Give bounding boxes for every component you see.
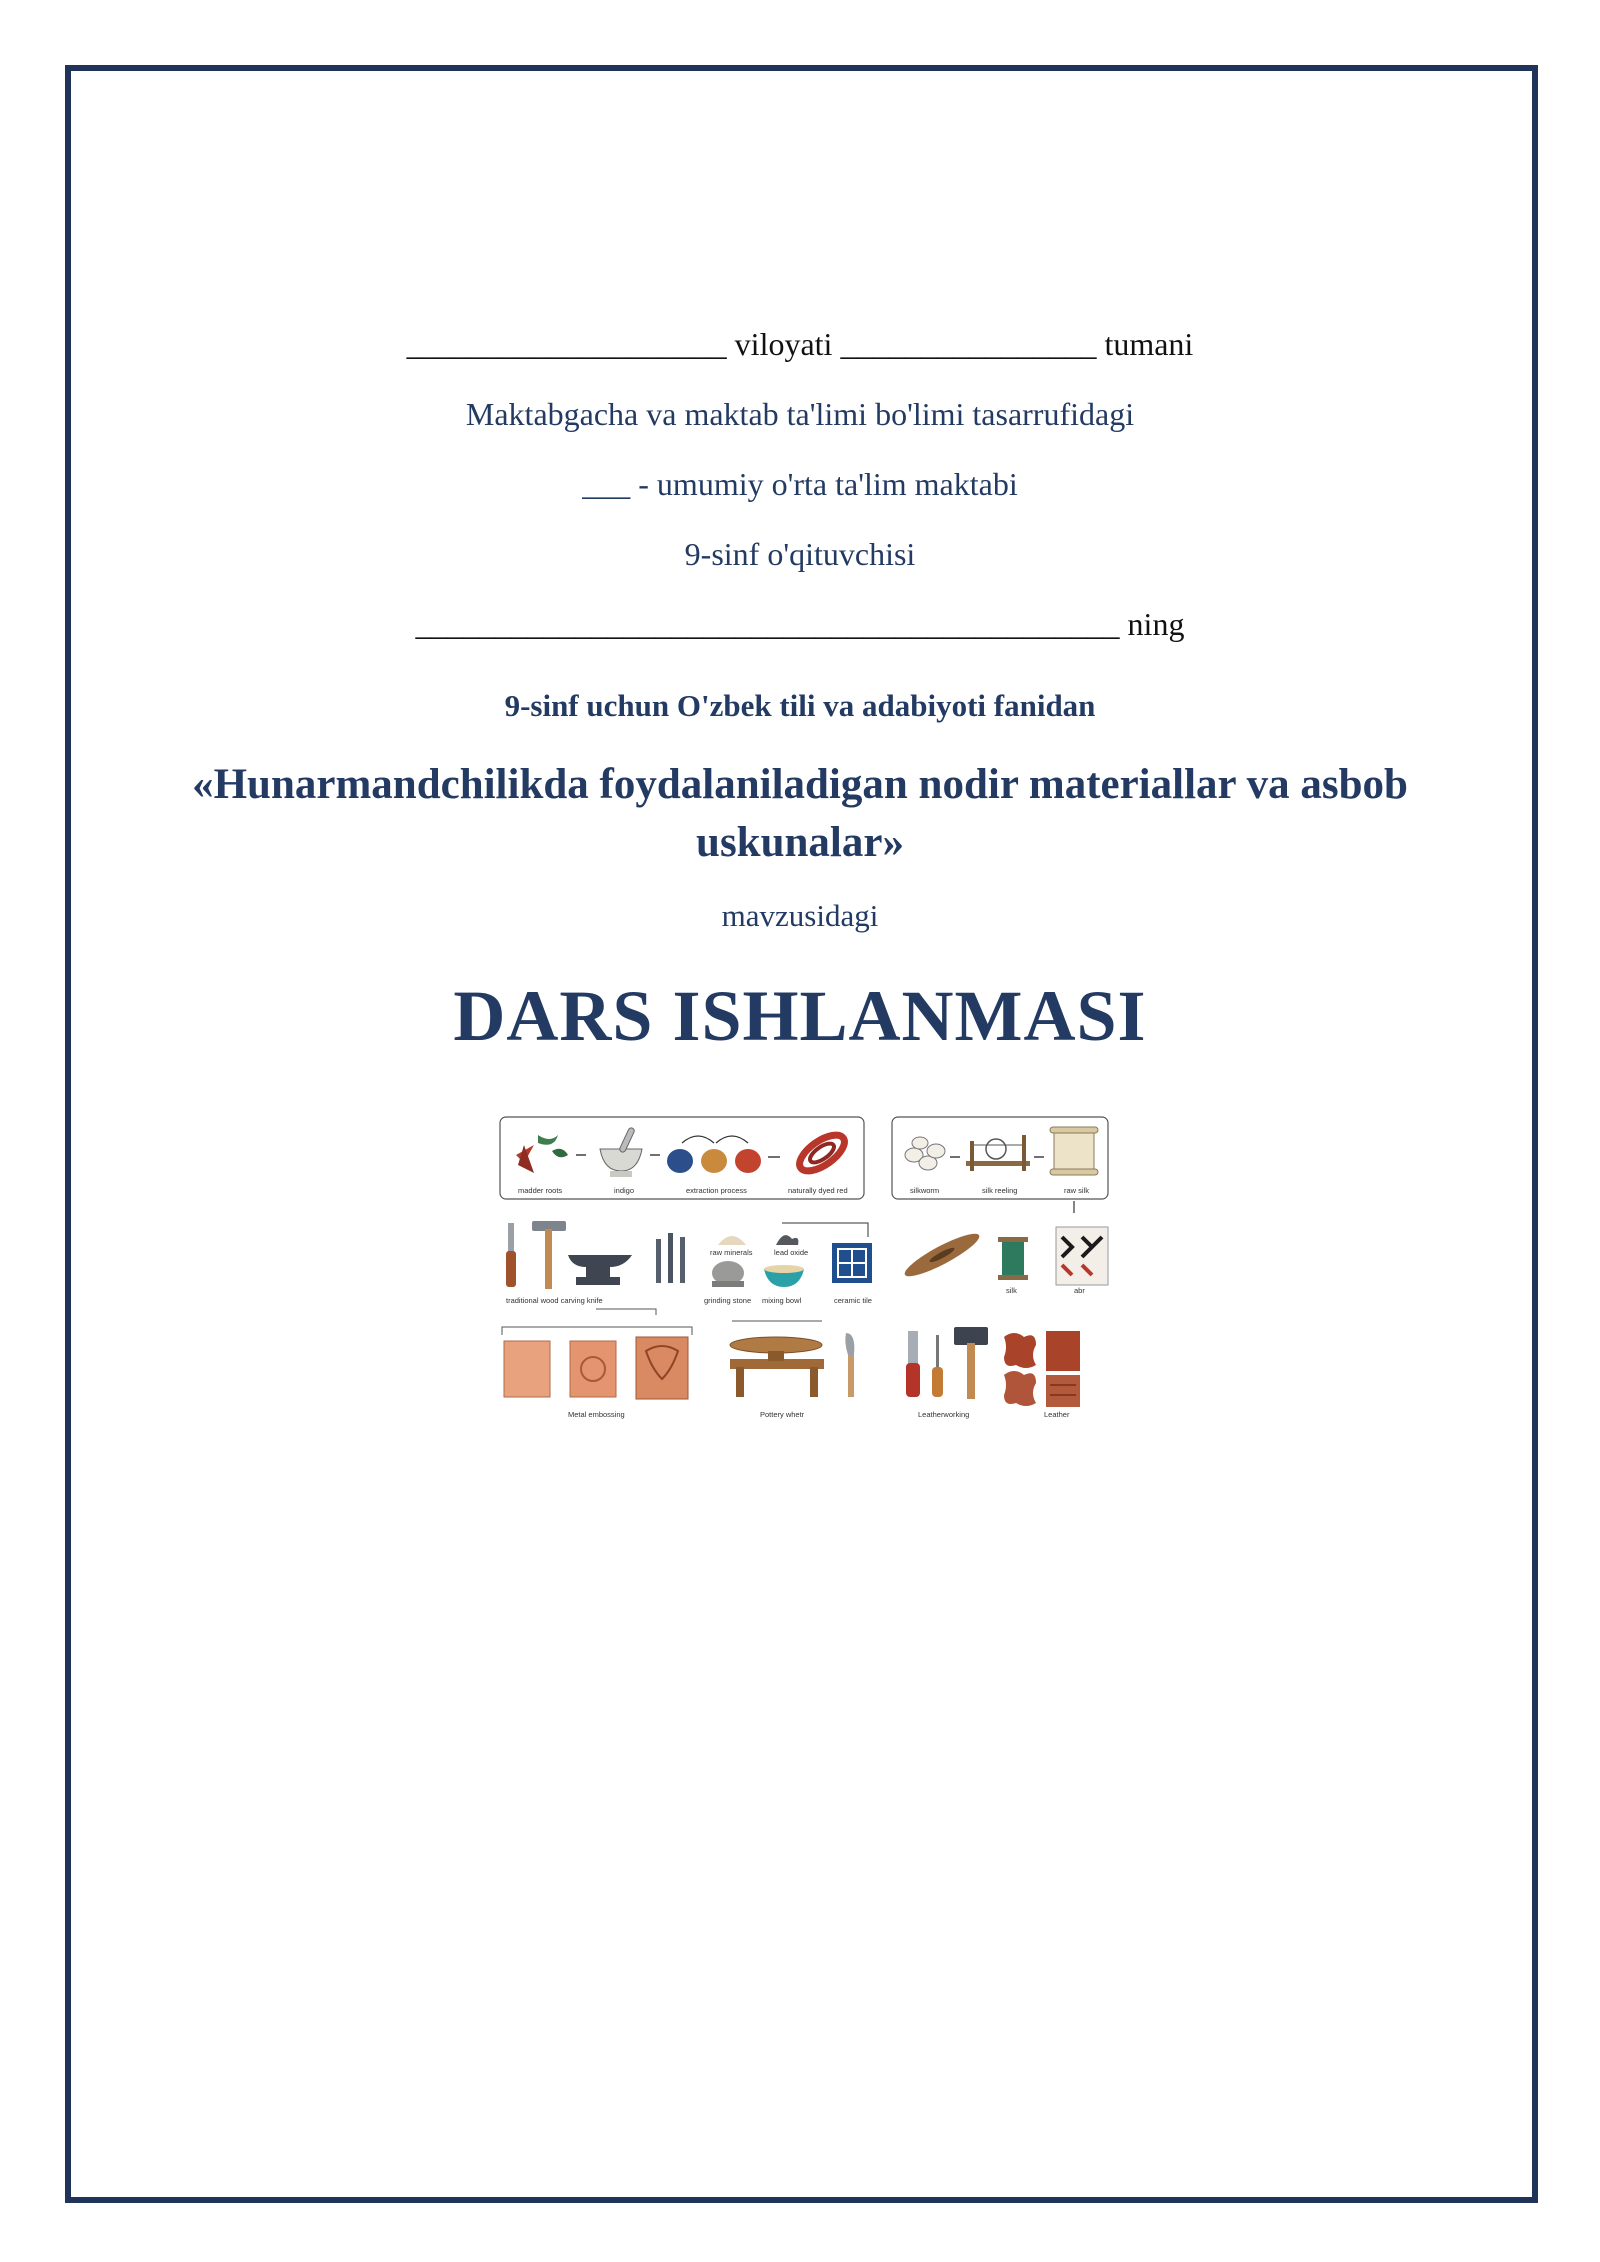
region-blank: ____________________ (406, 326, 727, 362)
shuttle-icon (901, 1227, 984, 1282)
dye-pots-icon (667, 1136, 761, 1173)
anvil-icon (568, 1255, 632, 1285)
caption-metal: Metal embossing (568, 1410, 625, 1419)
caption-madder: madder roots (518, 1186, 563, 1195)
caption-reeling: silk reeling (982, 1186, 1018, 1195)
mortar-icon (600, 1127, 642, 1177)
caption-minerals: raw minerals (710, 1248, 753, 1257)
topic-suffix: mavzusidagi (721, 898, 879, 933)
pottery-wheel-icon (730, 1337, 824, 1397)
carving-knife-icon (506, 1223, 516, 1287)
school-blank: ___ (582, 466, 631, 502)
pottery-tool-icon (845, 1333, 854, 1397)
crafts-illustration (496, 1105, 1136, 1445)
caption-silkworm: silkworm (910, 1186, 940, 1195)
silk-spool-icon (998, 1237, 1028, 1280)
subject-line: 9-sinf uchun O'zbek tili va adabiyoti fanidan (504, 688, 1096, 723)
caption-carving: traditional wood carving knife (506, 1296, 603, 1305)
leather-tools-icon (906, 1327, 988, 1399)
teacher-role: 9-sinf o'qituvchisi (684, 536, 916, 572)
department-line: Maktabgacha va maktab ta'limi bo'limi tasarrufidagi (465, 396, 1135, 432)
document-type-title: DARS ISHLANMASI (453, 976, 1147, 1056)
ceramic-tile-icon (832, 1243, 872, 1283)
dyed-yarn-icon (794, 1128, 850, 1177)
caption-abr: abr (1074, 1286, 1085, 1295)
mixing-bowl-icon (764, 1265, 804, 1287)
district-label: tumani (1104, 326, 1194, 362)
region-district-line (0, 326, 1600, 363)
topic-title: «Hunarmandchilikda foydalaniladigan nodir materiallar va asbob uskunalar» (192, 761, 1408, 866)
reeling-machine-icon (966, 1135, 1030, 1171)
district-blank: ________________ (840, 326, 1097, 362)
caption-rawsilk: raw silk (1064, 1186, 1090, 1195)
crafts-illustration-svg (496, 1105, 1136, 1445)
school-label: - umumiy o'rta ta'lim maktabi (638, 466, 1018, 502)
metal-sheets-icon (504, 1337, 688, 1399)
hammer-icon (532, 1221, 566, 1289)
teacher-name-line (0, 606, 1600, 643)
abr-fabric-icon (1056, 1227, 1108, 1285)
caption-pottery: Pottery whetr (760, 1410, 805, 1419)
madder-roots-icon (516, 1135, 568, 1173)
caption-indigo: indigo (614, 1186, 635, 1195)
grinding-stone-icon (712, 1261, 744, 1287)
caption-tile: ceramic tile (834, 1296, 872, 1305)
caption-leatherworking: Leatherworking (918, 1410, 970, 1419)
caption-lead: lead oxide (774, 1248, 809, 1257)
caption-extraction: extraction process (686, 1186, 747, 1195)
leather-hides-icon (1004, 1331, 1080, 1407)
minerals-icon (718, 1235, 798, 1245)
caption-mixing: mixing bowl (762, 1296, 802, 1305)
silkworm-cocoon-icon (905, 1137, 945, 1170)
chisels-icon (656, 1233, 685, 1283)
caption-dyed: naturally dyed red (788, 1186, 848, 1195)
caption-grinding: grinding stone (704, 1296, 752, 1305)
caption-silk: silk (1006, 1286, 1017, 1295)
name-blank: ____________________________________________ (415, 606, 1120, 642)
school-line (0, 466, 1600, 503)
region-label: viloyati (734, 326, 833, 362)
name-suffix: ning (1127, 606, 1185, 642)
raw-silk-scroll-icon (1050, 1127, 1098, 1175)
caption-leather: Leather (1044, 1410, 1070, 1419)
